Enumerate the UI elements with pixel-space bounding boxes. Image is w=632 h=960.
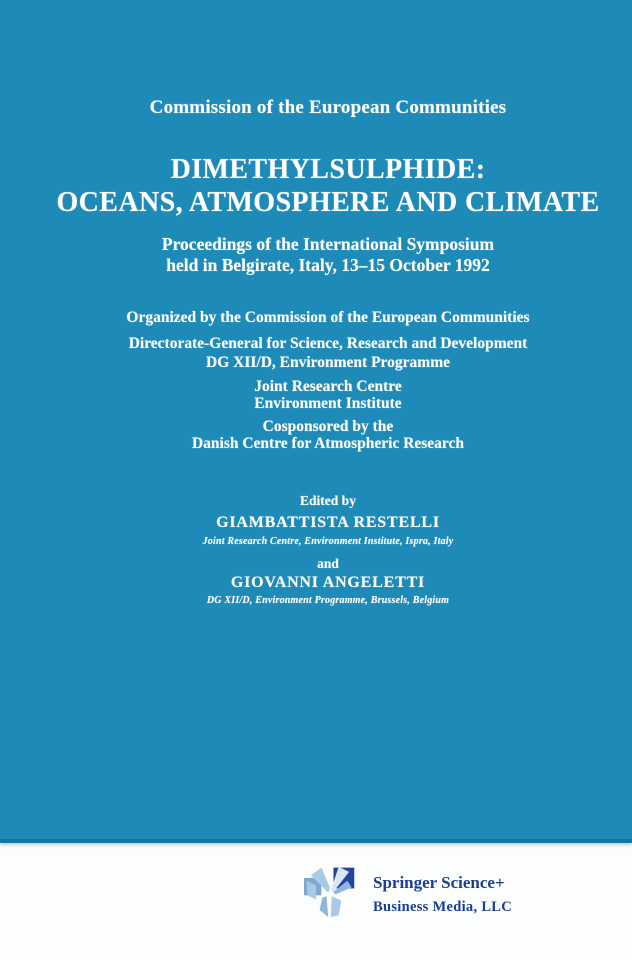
- editor-name-angeletti: GIOVANNI ANGELETTI: [230, 574, 426, 591]
- directorate-line-2: DG XII/D, Environment Programme: [206, 354, 450, 371]
- brand-name-line-1: Springer Science+: [373, 873, 505, 892]
- book-title-line-2: OCEANS, ATMOSPHERE AND CLIMATE: [56, 187, 600, 218]
- cosponsor-line-1: Cosponsored by the: [262, 418, 394, 435]
- cosponsor-block: [24, 419, 632, 452]
- editor-affiliation-angeletti: DG XII/D, Environment Programme, Brussels, Belgium: [206, 595, 450, 606]
- book-title: [24, 153, 632, 219]
- publisher-brand-name: [373, 861, 512, 916]
- book-subtitle: [24, 234, 632, 276]
- editor-name-restelli: GIAMBATTISTA RESTELLI: [216, 514, 440, 531]
- editor-affiliation-restelli: Joint Research Centre, Environment Institute, Ispra, Italy: [202, 536, 454, 547]
- book-subtitle-line-2: held in Belgirate, Italy, 13–15 October 1992: [166, 255, 490, 275]
- springer-science-business-media-logo-icon: [304, 861, 356, 921]
- directorate-line-1: Directorate-General for Science, Research and Development: [128, 335, 528, 352]
- book-title-line-1: DIMETHYLSULPHIDE:: [170, 154, 486, 185]
- centre-line-2: Environment Institute: [254, 394, 402, 412]
- cosponsor-line-2: Danish Centre for Atmospheric Research: [191, 434, 465, 452]
- and-label: and: [317, 556, 339, 571]
- publisher-line: Commission of the European Communities: [149, 97, 507, 118]
- joint-research-centre-block: [24, 379, 632, 412]
- publisher-footer: [304, 861, 512, 921]
- centre-line-1: Joint Research Centre: [254, 378, 402, 395]
- book-subtitle-line-1: Proceedings of the International Symposium: [161, 234, 495, 254]
- organized-by-line: Organized by the Commission of the European Communities: [126, 309, 530, 326]
- brand-name-line-2: Business Media, LLC: [373, 899, 513, 915]
- edited-by-label: Edited by: [300, 493, 356, 508]
- directorate-block: [24, 334, 632, 372]
